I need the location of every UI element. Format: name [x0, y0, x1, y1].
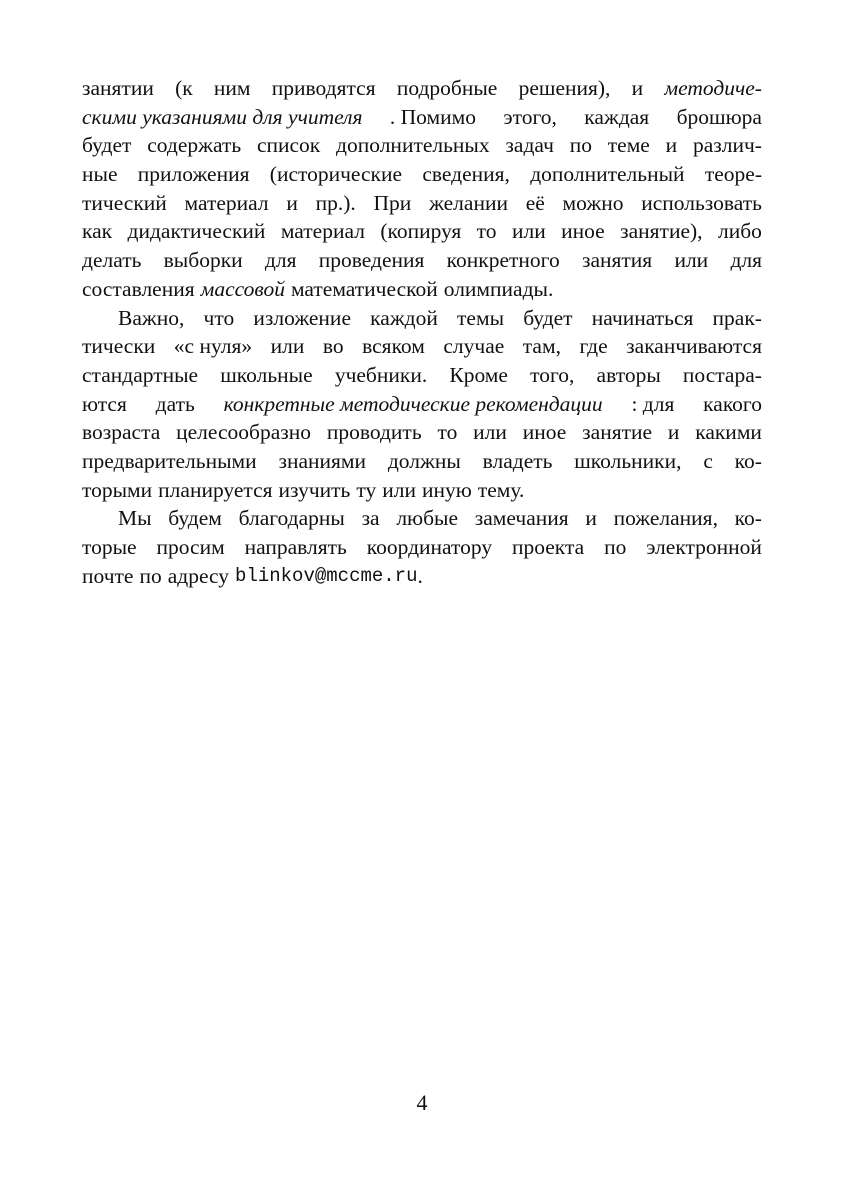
- text-line: составления массовой математической олимпиады.: [82, 276, 554, 301]
- text-line: Важно, что изложение каждой темы будет начинаться прак-: [118, 305, 762, 330]
- text-line: скими указаниями для учителя . Помимо этого, каждая брошюра: [82, 104, 762, 129]
- text-line: Мы будем благодарны за любые замечания и пожелания, ко-: [118, 506, 762, 531]
- text-line: как дидактический материал (копируя то или иное занятие), либо: [82, 219, 762, 244]
- text-line: будет содержать список дополнительных задач по теме и различ-: [82, 133, 762, 158]
- text-line: стандартные школьные учебники. Кроме того, авторы постара-: [82, 362, 762, 387]
- page-number: 4: [416, 1090, 428, 1115]
- text-line: занятии (к ним приводятся подробные решения), и методиче-: [82, 76, 762, 100]
- paragraph: [82, 304, 762, 505]
- text-line: делать выборки для проведения конкретного занятия или для: [82, 248, 762, 273]
- text-line: предварительными знаниями должны владеть школьники, с ко-: [82, 448, 762, 473]
- paragraph: [82, 74, 762, 304]
- text-line: возраста целесообразно проводить то или иное занятие и какими: [82, 420, 762, 445]
- paragraph: [82, 504, 762, 590]
- document-body: [82, 74, 762, 590]
- text-line: торыми планируется изучить ту или иную тему.: [82, 477, 525, 502]
- text-line: ются дать конкретные методические рекомендации : для какого: [82, 391, 762, 416]
- text-line: торые просим направлять координатору проекта по электронной: [82, 535, 762, 559]
- text-line: ные приложения (исторические сведения, дополнительный теоре-: [82, 162, 762, 187]
- text-line: тический материал и пр.). При желании её можно использовать: [82, 190, 762, 215]
- text-line: тически «с нуля» или во всяком случае там, где заканчиваются: [82, 334, 762, 359]
- text-line: почте по адресу blinkov@mccme.ru .: [82, 562, 762, 591]
- email-link: blinkov@mccme.ru: [235, 564, 418, 587]
